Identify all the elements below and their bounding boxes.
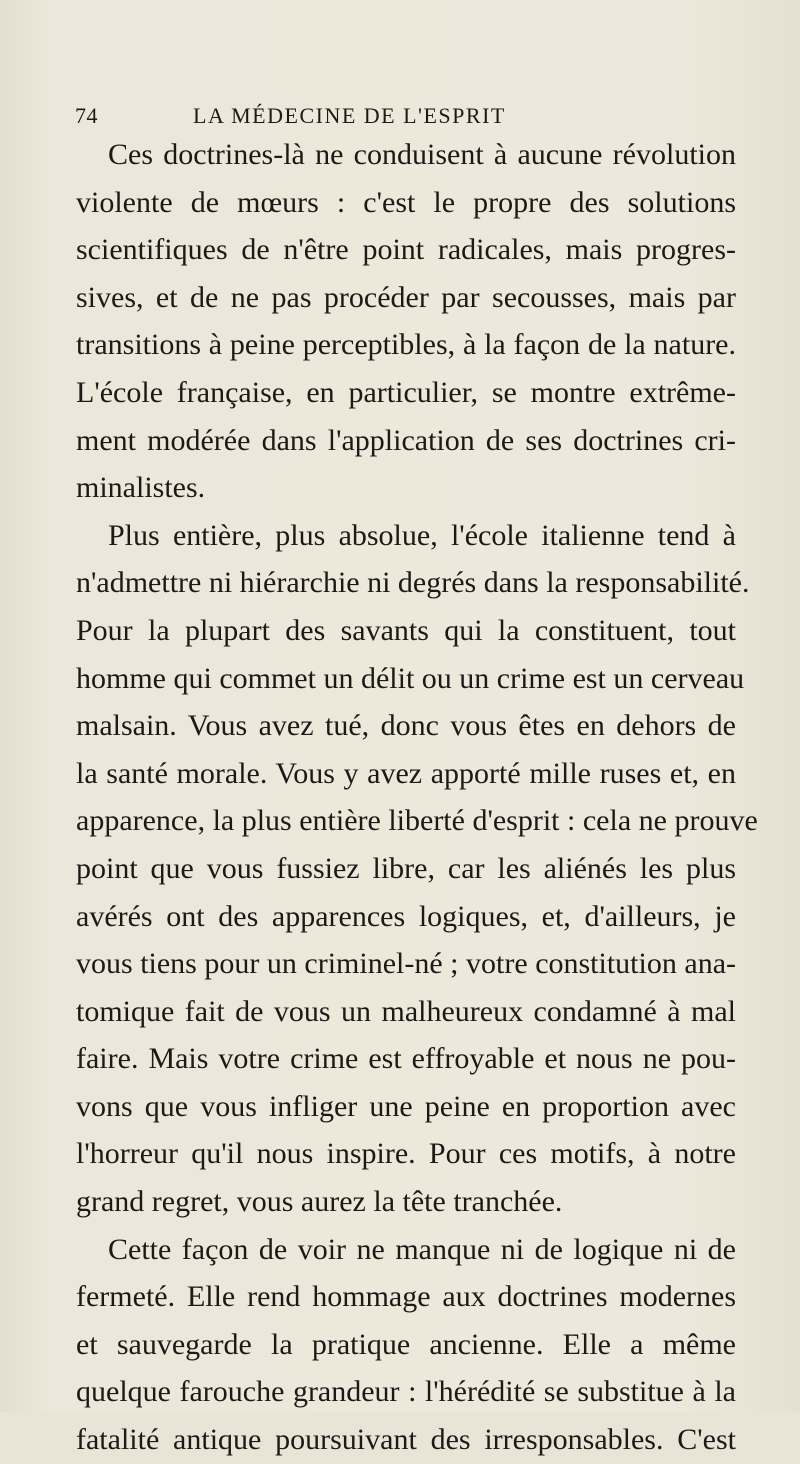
- text-line: vons que vous infliger une peine en proportion avec: [76, 1089, 736, 1123]
- text-line: Cette façon de voir ne manque ni de logique ni de: [108, 1232, 736, 1266]
- text-line: malsain. Vous avez tué, donc vous êtes en dehors de: [76, 709, 736, 743]
- page-header: [75, 103, 725, 131]
- text-line: violente de mœurs : c'est le propre des solutions: [76, 185, 736, 219]
- running-title: LA MÉDECINE DE L'ESPRIT: [193, 103, 506, 128]
- text-line: fermeté. Elle rend hommage aux doctrines modernes: [76, 1280, 736, 1314]
- text-line: sives, et de ne pas procéder par secousses, mais par: [76, 280, 736, 314]
- text-line: minalistes.: [76, 471, 206, 505]
- text-line: l'horreur qu'il nous inspire. Pour ces motifs, à notre: [76, 1137, 736, 1171]
- text-line: Plus entière, plus absolue, l'école italienne tend à: [108, 518, 736, 552]
- text-line: apparence, la plus entière liberté d'esprit : cela ne prouve: [76, 804, 758, 838]
- text-line: transitions à peine perceptibles, à la façon de la nature.: [76, 328, 736, 362]
- text-line: point que vous fussiez libre, car les aliénés les plus: [76, 851, 736, 885]
- text-line: Pour la plupart des savants qui la constituent, tout: [76, 613, 736, 647]
- text-line: vous tiens pour un criminel-né ; votre constitution ana-: [76, 947, 736, 981]
- text-line: ment modérée dans l'application de ses doctrines cri-: [76, 423, 736, 457]
- text-line: fatalité antique poursuivant des irresponsables. C'est: [76, 1423, 736, 1457]
- text-line: scientifiques de n'être point radicales, mais progres-: [76, 233, 736, 267]
- body-text: [76, 131, 758, 1464]
- text-line: quelque farouche grandeur : l'hérédité se substitue à la: [76, 1375, 736, 1409]
- text-line: n'admettre ni hiérarchie ni degrés dans la responsabilité.: [76, 566, 750, 600]
- text-line: grand regret, vous aurez la tête tranchée.: [76, 1185, 563, 1219]
- text-line: et sauvegarde la pratique ancienne. Elle a même: [76, 1327, 736, 1361]
- page-number: 74: [75, 103, 98, 128]
- text-line: la santé morale. Vous y avez apporté mille ruses et, en: [76, 756, 736, 790]
- text-line: tomique fait de vous un malheureux condamné à mal: [76, 994, 736, 1028]
- text-line: Ces doctrines-là ne conduisent à aucune révolution: [108, 138, 736, 171]
- text-line: avérés ont des apparences logiques, et, d'ailleurs, je: [76, 899, 736, 933]
- text-line: homme qui commet un délit ou un crime est un cerveau: [76, 661, 745, 695]
- text-line: L'école française, en particulier, se montre extrême-: [76, 375, 736, 409]
- text-line: faire. Mais votre crime est effroyable et nous ne pou-: [76, 1042, 736, 1076]
